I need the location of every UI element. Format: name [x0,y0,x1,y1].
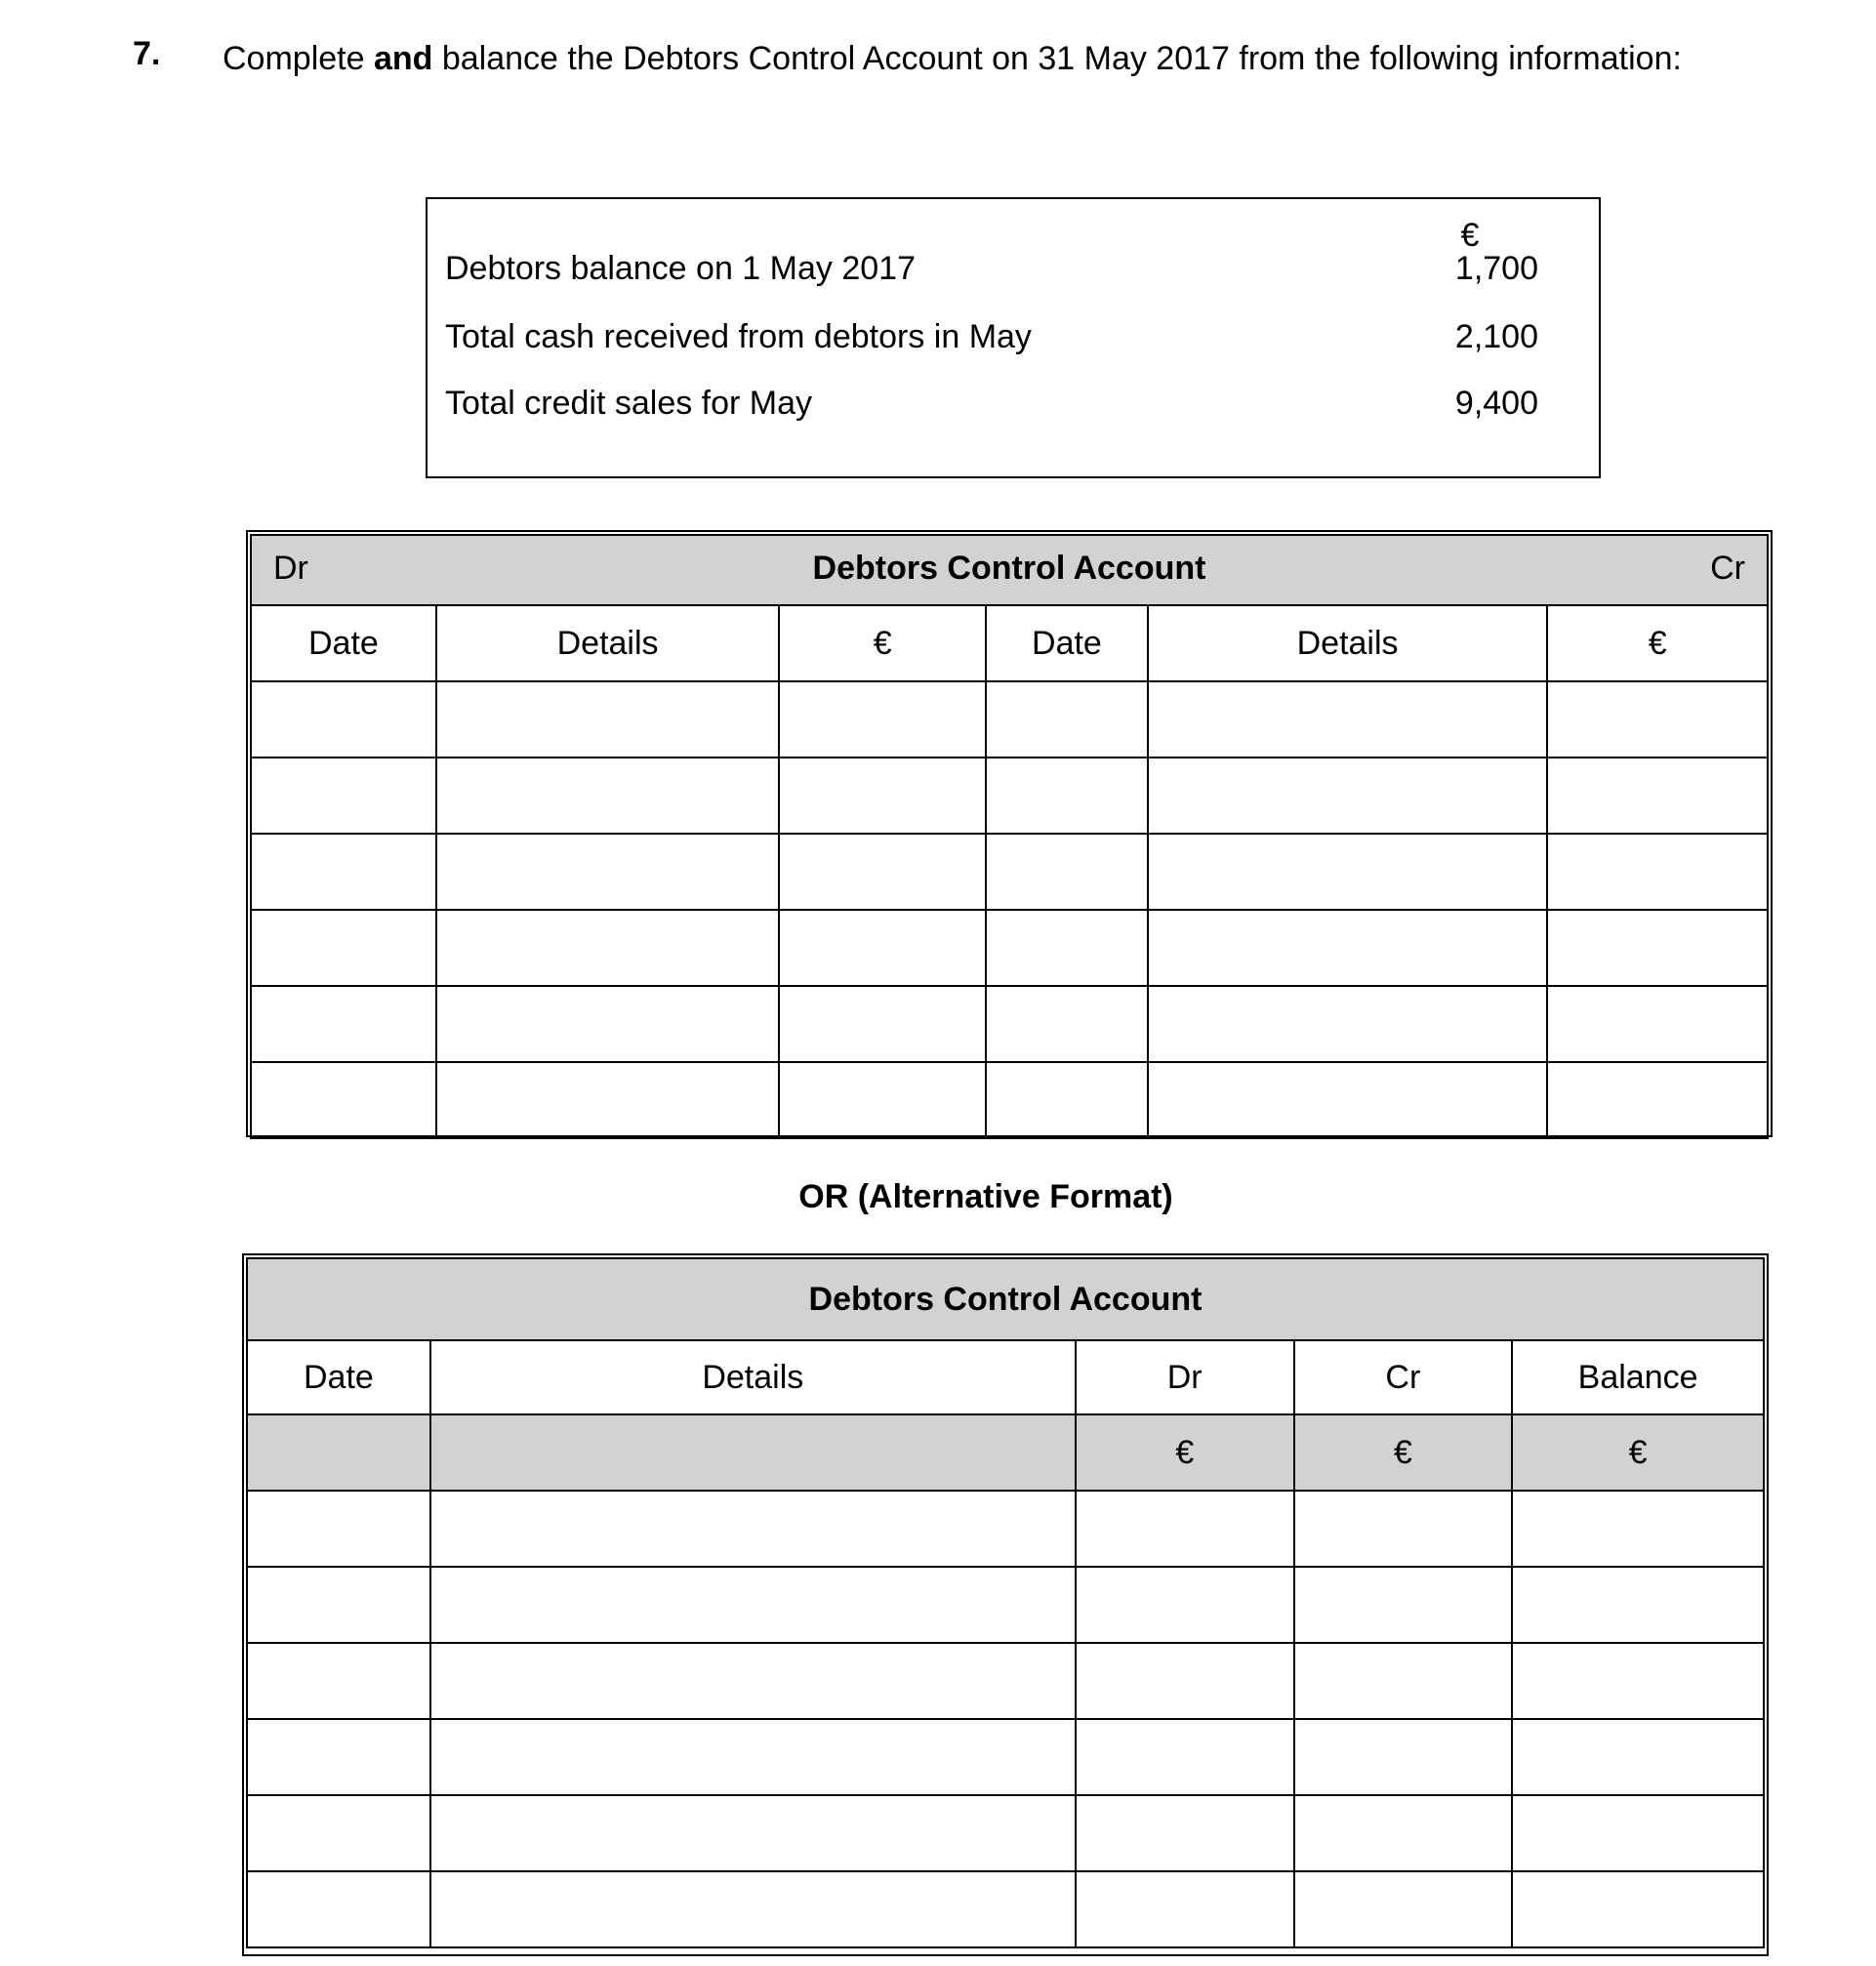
answer-cell[interactable] [779,834,986,910]
answer-cell[interactable] [430,1795,1076,1871]
table-row [247,1567,1764,1643]
currency-cell [430,1414,1076,1491]
answer-cell[interactable] [1294,1643,1513,1719]
answer-cell[interactable] [251,986,436,1062]
answer-cell[interactable] [251,1062,436,1138]
t-account-title: Debtors Control Account [812,550,1206,587]
table-row [251,681,1768,758]
answer-cell[interactable] [1076,1643,1294,1719]
header-date: Date [986,605,1148,681]
table-row [247,1491,1764,1567]
info-label: Total cash received from debtors in May [445,318,1032,355]
answer-cell[interactable] [1148,986,1547,1062]
table-row [251,1062,1768,1138]
info-amount: 1,700 [1454,250,1538,287]
or-label: OR (Alternative Format) [798,1178,1173,1215]
answer-cell[interactable] [1076,1795,1294,1871]
dr-label: Dr [273,550,308,587]
table-row [251,986,1768,1062]
answer-cell[interactable] [986,1062,1148,1138]
answer-cell[interactable] [1148,910,1547,986]
answer-cell[interactable] [1547,758,1768,834]
header-date: Date [247,1340,430,1414]
header-cr: Cr [1294,1340,1513,1414]
currency-cell [247,1414,430,1491]
answer-cell[interactable] [436,681,780,758]
answer-cell[interactable] [1148,681,1547,758]
info-amount: 2,100 [1454,318,1538,355]
answer-cell[interactable] [430,1643,1076,1719]
info-label: Total credit sales for May [445,385,813,422]
answer-cell[interactable] [1547,834,1768,910]
t-account-table [250,534,1769,1139]
info-box [426,197,1601,478]
answer-cell[interactable] [1512,1643,1764,1719]
currency-cr: € [1294,1414,1513,1491]
answer-cell[interactable] [1547,681,1768,758]
answer-cell[interactable] [1076,1491,1294,1567]
header-date: Date [251,605,436,681]
question-bold-word: and [373,40,433,77]
answer-cell[interactable] [779,1062,986,1138]
answer-cell[interactable] [1512,1795,1764,1871]
header-details: Details [1148,605,1547,681]
table-row [247,1795,1764,1871]
answer-cell[interactable] [1294,1491,1513,1567]
answer-cell[interactable] [247,1871,430,1947]
table-row [251,758,1768,834]
answer-cell[interactable] [430,1719,1076,1795]
answer-cell[interactable] [986,834,1148,910]
answer-cell[interactable] [1512,1719,1764,1795]
answer-cell[interactable] [1547,986,1768,1062]
answer-cell[interactable] [436,758,780,834]
t-account-title-bar [251,535,1768,605]
answer-cell[interactable] [1547,910,1768,986]
table-row [247,1871,1764,1947]
answer-cell[interactable] [1512,1491,1764,1567]
answer-cell[interactable] [251,834,436,910]
header-details: Details [436,605,780,681]
answer-cell[interactable] [1148,1062,1547,1138]
answer-cell[interactable] [251,681,436,758]
answer-cell[interactable] [247,1719,430,1795]
currency-dr: € [1076,1414,1294,1491]
answer-cell[interactable] [1076,1871,1294,1947]
answer-cell[interactable] [986,986,1148,1062]
alt-account-title: Debtors Control Account [247,1258,1764,1340]
answer-cell[interactable] [251,758,436,834]
answer-cell[interactable] [436,1062,780,1138]
answer-cell[interactable] [247,1567,430,1643]
question-number: 7. [133,35,161,72]
answer-cell[interactable] [779,910,986,986]
answer-cell[interactable] [1148,834,1547,910]
answer-cell[interactable] [1547,1062,1768,1138]
table-row [247,1719,1764,1795]
answer-cell[interactable] [1294,1795,1513,1871]
answer-cell[interactable] [247,1795,430,1871]
answer-cell[interactable] [986,910,1148,986]
table-row [251,910,1768,986]
answer-cell[interactable] [1512,1871,1764,1947]
answer-cell[interactable] [986,681,1148,758]
answer-cell[interactable] [436,834,780,910]
answer-cell[interactable] [251,910,436,986]
answer-cell[interactable] [779,758,986,834]
header-dr: Dr [1076,1340,1294,1414]
table-row [247,1643,1764,1719]
info-amount: 9,400 [1454,385,1538,422]
answer-cell[interactable] [779,986,986,1062]
answer-cell[interactable] [436,986,780,1062]
currency-balance: € [1512,1414,1764,1491]
answer-cell[interactable] [247,1643,430,1719]
alt-account-table [246,1257,1765,1948]
answer-cell[interactable] [247,1491,430,1567]
answer-cell[interactable] [1294,1719,1513,1795]
answer-cell[interactable] [436,910,780,986]
answer-cell[interactable] [1076,1567,1294,1643]
answer-cell[interactable] [430,1871,1076,1947]
info-label: Debtors balance on 1 May 2017 [445,250,916,287]
header-details: Details [430,1340,1076,1414]
header-balance: Balance [1512,1340,1764,1414]
answer-cell[interactable] [430,1491,1076,1567]
answer-cell[interactable] [1294,1871,1513,1947]
cr-label: Cr [1710,550,1745,587]
answer-cell[interactable] [1294,1567,1513,1643]
answer-cell[interactable] [1148,758,1547,834]
question-text: Complete and balance the Debtors Control Account on 31 May 2017 from the following information: [223,40,1682,77]
answer-cell[interactable] [986,758,1148,834]
answer-cell[interactable] [1512,1567,1764,1643]
table-row [251,834,1768,910]
header-euro: € [779,605,986,681]
info-currency: € [1460,217,1480,254]
answer-cell[interactable] [1076,1719,1294,1795]
answer-cell[interactable] [779,681,986,758]
answer-cell[interactable] [430,1567,1076,1643]
header-euro: € [1547,605,1768,681]
